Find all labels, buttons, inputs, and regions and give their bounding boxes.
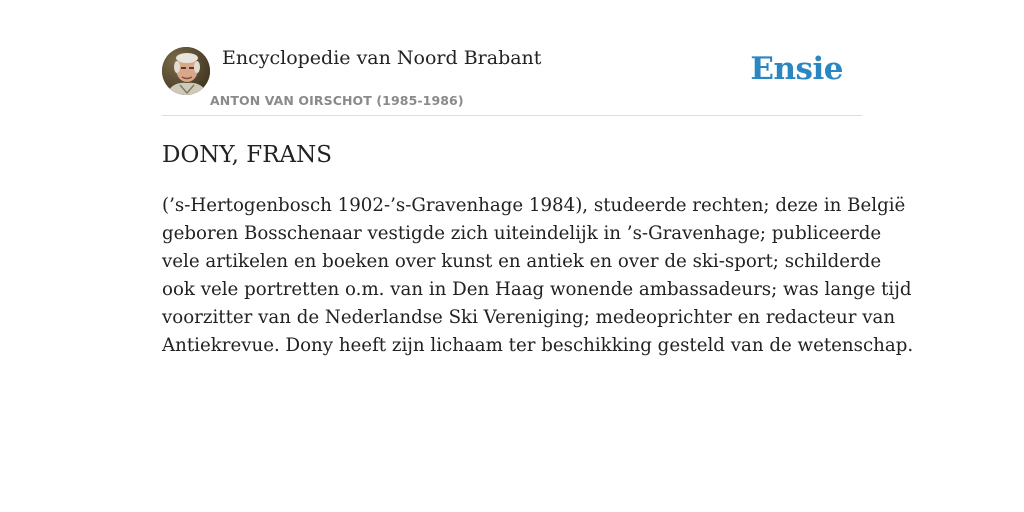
author-portrait-icon — [162, 47, 210, 95]
entry-body — [162, 192, 914, 360]
author-avatar[interactable] — [162, 47, 210, 95]
author-byline[interactable]: ANTON VAN OIRSCHOT (1985-1986) — [210, 93, 464, 108]
ensie-logo[interactable]: Ensie — [750, 51, 843, 87]
entry-body-line: voorzitter van de Nederlandse Ski Vereniging; medeoprichter en redacteur van — [162, 307, 896, 328]
publication-title[interactable]: Encyclopedie van Noord Brabant — [222, 47, 542, 69]
article-header — [162, 0, 862, 116]
entry-body-line: geboren Bosschenaar vestigde zich uiteindelijk in ’s-Gravenhage; publiceerde — [162, 223, 882, 244]
entry-title: DONY, FRANS — [162, 142, 333, 168]
entry-body-line: ook vele portretten o.m. van in Den Haag wonende ambassadeurs; was lange tijd — [162, 279, 912, 300]
entry-body-line: Antiekrevue. Dony heeft zijn lichaam ter beschikking gesteld van de wetenschap. — [162, 335, 914, 356]
entry-body-line: vele artikelen en boeken over kunst en antiek en over de ski-sport; schilderde — [162, 251, 882, 272]
article-page — [162, 0, 914, 512]
entry-body-line: (’s-Hertogenbosch 1902-’s-Gravenhage 1984), studeerde rechten; deze in België — [162, 195, 906, 216]
